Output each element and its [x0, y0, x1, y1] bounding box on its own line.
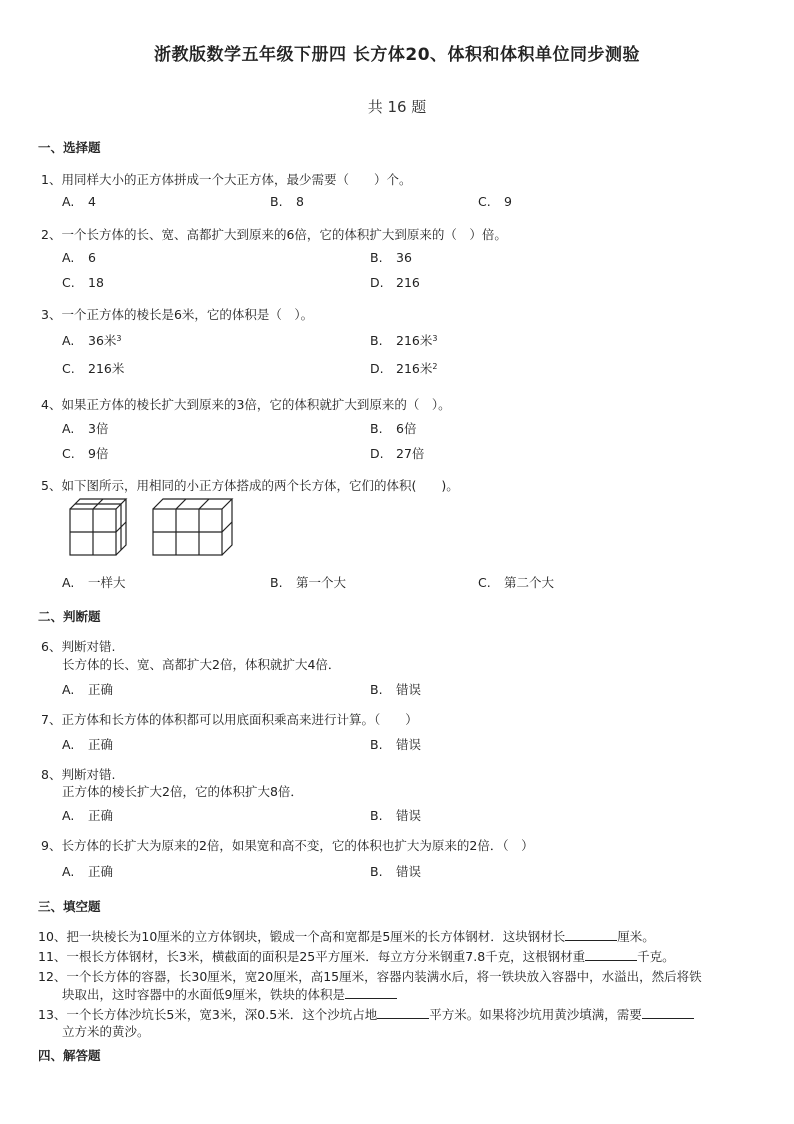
cuboid-figure-2 — [153, 499, 232, 555]
q3-option-d[interactable]: D. 216米$^2$ — [370, 361, 438, 376]
question-12-line-1: 12、一个长方体的容器，长30厘米，宽20厘米，高15厘米，容器内装满水后，将一铁块放入容器中，水溢出，然后将铁 — [38, 969, 702, 984]
q5-option-c[interactable]: C. 第二个大 — [478, 575, 555, 590]
q2-option-c[interactable]: C. 18 — [62, 275, 104, 290]
page-title: 浙教版数学五年级下册四 长方体20、体积和体积单位同步测验 — [153, 45, 641, 65]
q2-option-b[interactable]: B. 36 — [370, 250, 412, 265]
question-6: 6、判断对错. — [41, 639, 116, 654]
q3-option-b[interactable]: B. 216米$^3$ — [370, 333, 438, 348]
q12-answer-blank[interactable] — [345, 987, 397, 999]
q3-option-c[interactable]: C. 216米 — [62, 361, 125, 376]
section-heading-solve: 四、解答题 — [38, 1048, 101, 1063]
q13-answer-blank-1[interactable] — [377, 1007, 429, 1019]
q6-option-b[interactable]: B. 错误 — [370, 682, 422, 697]
q4-option-a[interactable]: A. 3倍 — [62, 421, 109, 436]
q7-option-b[interactable]: B. 错误 — [370, 737, 422, 752]
q5-option-b[interactable]: B. 第一个大 — [270, 575, 347, 590]
section-heading-judge: 二、判断题 — [38, 609, 101, 624]
q8-option-a[interactable]: A. 正确 — [62, 808, 114, 823]
question-3: 3、一个正方体的棱长是6米，它的体积是（ ）。 — [41, 307, 314, 322]
question-12-line-2: 块取出，这时容器中的水面低9厘米，铁块的体积是 — [62, 985, 397, 1003]
q2-option-a[interactable]: A. 6 — [62, 250, 96, 265]
question-5: 5、如下图所示，用相同的小正方体搭成的两个长方体，它们的体积( )。 — [41, 478, 459, 493]
question-10: 10、把一块棱长为10厘米的立方体钢块，锻成一个高和宽都是5厘米的长方体钢材．这块钢材长 厘米。 — [38, 929, 655, 944]
q9-option-a[interactable]: A. 正确 — [62, 864, 114, 879]
question-9: 9、长方体的长扩大为原来的2倍，如果宽和高不变，它的体积也扩大为原来的2倍．（ ） — [41, 838, 534, 853]
q4-option-b[interactable]: B. 6倍 — [370, 421, 417, 436]
question-13-line-2: 立方米的黄沙。 — [62, 1024, 150, 1039]
cuboid-figures — [68, 497, 238, 559]
q4-option-c[interactable]: C. 9倍 — [62, 446, 109, 461]
question-8-statement: 正方体的棱长扩大2倍，它的体积扩大8倍． — [62, 784, 303, 799]
q1-option-c[interactable]: C. 9 — [478, 194, 512, 209]
section-heading-fill: 三、填空题 — [38, 899, 101, 914]
q8-option-b[interactable]: B. 错误 — [370, 808, 422, 823]
question-1: 1、用同样大小的正方体拼成一个大正方体，最少需要（ ）个。 — [41, 172, 412, 187]
question-8: 8、判断对错. — [41, 767, 116, 782]
question-11: 11、一根长方体钢材，长3米，横截面的面积是25平方厘米．每立方分米钢重7.8千克，这根钢材重 千克。 — [38, 949, 675, 964]
q9-option-b[interactable]: B. 错误 — [370, 864, 422, 879]
q1-option-a[interactable]: A. 4 — [62, 194, 96, 209]
question-13-line-1: 13、一个长方体沙坑长5米，宽3米，深0.5米．这个沙坑占地 平方米。如果将沙坑用黄沙填满，需要 — [38, 1005, 694, 1023]
q13-answer-blank-2[interactable] — [642, 1007, 694, 1019]
question-2: 2、一个长方体的长、宽、高都扩大到原来的6倍，它的体积扩大到原来的（ ）倍。 — [41, 227, 507, 242]
question-6-statement: 长方体的长、宽、高都扩大2倍，体积就扩大4倍． — [62, 657, 341, 672]
q6-option-a[interactable]: A. 正确 — [62, 682, 114, 697]
q10-answer-blank[interactable] — [565, 929, 617, 941]
q2-option-d[interactable]: D. 216 — [370, 275, 420, 290]
q4-option-d[interactable]: D. 27倍 — [370, 446, 425, 461]
section-heading-choice: 一、选择题 — [38, 140, 101, 155]
cuboid-figure-1 — [70, 499, 126, 555]
question-4: 4、如果正方体的棱长扩大到原来的3倍，它的体积就扩大到原来的（ ）。 — [41, 397, 451, 412]
q3-option-a[interactable]: A. 36米$^3$ — [62, 333, 122, 348]
q11-answer-blank[interactable] — [585, 949, 637, 961]
q1-option-b[interactable]: B. 8 — [270, 194, 304, 209]
question-7: 7、正方体和长方体的体积都可以用底面积乘高来进行计算。（ ） — [41, 712, 418, 727]
question-count: 共 16 题 — [367, 98, 427, 116]
q7-option-a[interactable]: A. 正确 — [62, 737, 114, 752]
q5-option-a[interactable]: A. 一样大 — [62, 575, 126, 590]
